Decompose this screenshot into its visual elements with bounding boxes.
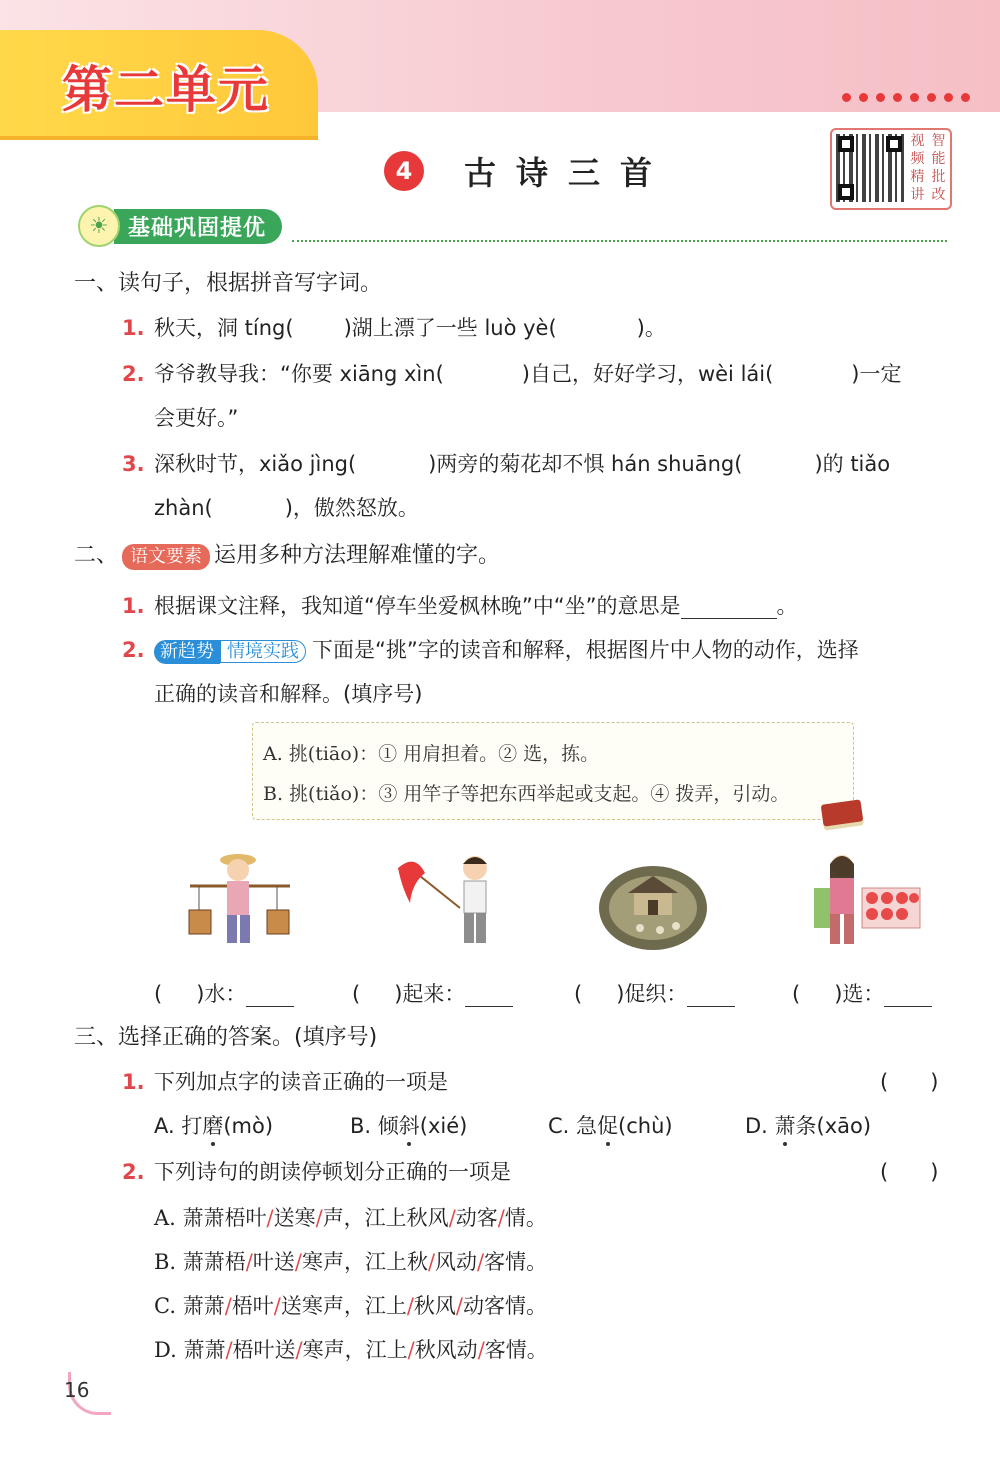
- option-a[interactable]: A. 打磨(mò): [154, 1114, 274, 1138]
- poem-option-a[interactable]: A. 萧萧梧叶/送寒/声，江上秋风/动客/情。: [154, 1206, 547, 1230]
- fill-raise: ( )起来：: [352, 978, 513, 1008]
- decorative-dots: [842, 93, 970, 102]
- lesson-heading: [384, 148, 672, 194]
- section-badge-label: 基础巩固提优: [114, 209, 282, 244]
- section-badge: [78, 208, 282, 244]
- answer-blank[interactable]: [687, 982, 735, 1007]
- answer-blank[interactable]: [465, 982, 513, 1007]
- fill-cricket: ( )促织：: [574, 978, 735, 1008]
- option-c[interactable]: C. 急促(chù): [548, 1114, 673, 1138]
- picture-carrying-water: [185, 848, 295, 958]
- q1-item3-cont: zhàn( )，傲然怒放。: [154, 496, 419, 520]
- option-b[interactable]: B. 倾斜(xié): [350, 1114, 468, 1138]
- q3-item1: 1. 下列加点字的读音正确的一项是: [122, 1070, 448, 1094]
- picture-cricket-night: [598, 848, 708, 958]
- q2-item1: 1. 根据课文注释，我知道“停车坐爱枫林晚”中“坐”的意思是 。: [122, 594, 798, 618]
- q1-heading: 一、读句子，根据拼音写字词。: [74, 271, 383, 296]
- fill-choose: ( )选：: [792, 978, 932, 1008]
- q2-item2-cont: 正确的读音和解释。(填序号): [154, 682, 423, 706]
- q3-heading: 三、选择正确的答案。(填序号): [74, 1025, 378, 1050]
- q2-item2: 2. 新趋势 情境实践 下面是“挑”字的读音和解释，根据图片中人物的动作，选择: [122, 638, 859, 662]
- q1-item3: 3. 深秋时节，xiǎo jìng( )两旁的菊花却不惧 hán shuāng( )的 tiǎo: [122, 452, 891, 476]
- poem-option-b[interactable]: B. 萧萧梧/叶送/寒声，江上秋/风动/客情。: [154, 1250, 548, 1274]
- tag-context-practice: 情境实践: [220, 640, 306, 663]
- definition-b: B. 挑(tiǎo)：③ 用竿子等把东西举起或支起。④ 拨弄，引动。: [263, 783, 790, 805]
- tag-language-element: 语文要素: [122, 544, 210, 570]
- poem-option-d[interactable]: D. 萧萧/梧叶送/寒声，江上/秋风动/客情。: [154, 1338, 548, 1362]
- poem-option-c[interactable]: C. 萧萧/梧叶/送寒声，江上/秋风/动客情。: [154, 1294, 547, 1318]
- option-d[interactable]: D. 萧条(xāo): [745, 1114, 872, 1138]
- answer-blank[interactable]: [681, 594, 777, 619]
- picture-raising-flag: [390, 848, 500, 958]
- q2-heading: 二、 语文要素 运用多种方法理解难懂的字。: [74, 543, 501, 568]
- answer-blank[interactable]: [246, 982, 294, 1007]
- q1-item2: 2. 爷爷教导我：“你要 xiāng xìn( )自己，好好学习，wèi lái( )一定: [122, 362, 902, 386]
- lesson-title: 古诗三首: [464, 154, 673, 192]
- q3-item2: 2. 下列诗句的朗读停顿划分正确的一项是: [122, 1160, 511, 1184]
- lesson-number-badge: 4: [384, 151, 424, 191]
- definition-box: [252, 722, 854, 820]
- sun-house-icon: ☀: [78, 205, 120, 247]
- section-divider: [292, 240, 947, 242]
- answer-bracket[interactable]: ( ): [880, 1070, 939, 1094]
- q1-item1: 1. 秋天，洞 tíng( )湖上漂了一些 luò yè( )。: [122, 316, 666, 340]
- fill-water: ( )水：: [154, 978, 294, 1008]
- page-number: 16: [64, 1378, 90, 1402]
- q1-item2-cont: 会更好。”: [154, 406, 239, 430]
- answer-blank[interactable]: [884, 982, 932, 1007]
- answer-bracket[interactable]: ( ): [880, 1160, 939, 1184]
- picture-choosing-fruit: [812, 848, 922, 958]
- tag-new-trend: 新趋势: [154, 640, 220, 664]
- definition-a: A. 挑(tiāo)：① 用肩担着。② 选，拣。: [263, 743, 600, 765]
- qr-code-panel[interactable]: [830, 128, 952, 210]
- unit-title: 第二单元: [62, 61, 270, 119]
- qr-tags: 视 智 频 能 精 批 讲 改: [910, 133, 946, 203]
